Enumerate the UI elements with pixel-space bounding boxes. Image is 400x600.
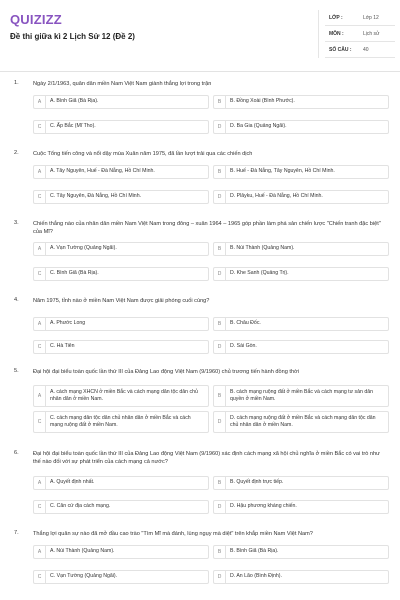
question-text: Thắng lợi quân sự nào đã mở đầu cao trào "Tìm Mĩ mà đánh, lùng ngụy mà diệt" trên khắp miền Nam Việt Nam?: [33, 531, 313, 537]
option-text: A. cách mạng XHCN ở miền Bắc và cách mạng dân tộc dân chủ nhân dân ở miền Nam.: [50, 388, 198, 402]
option-letter: D: [214, 268, 226, 280]
option-a[interactable]: [33, 165, 209, 179]
option-d[interactable]: [213, 190, 389, 204]
question-text: Cuộc Tổng tiến công và nổi dậy mùa Xuân năm 1975, đã lần lượt trải qua các chiến dịch: [33, 151, 253, 157]
option-letter: C: [34, 412, 46, 432]
option-text: C. Vạn Tường (Quảng Ngãi).: [50, 573, 118, 580]
option-letter: A: [34, 96, 46, 108]
option-letter: B: [214, 166, 226, 178]
option-text: A. Vạn Tường (Quảng Ngãi).: [50, 245, 117, 252]
option-text: D. Plâyku, Huế - Đà Nẵng, Hồ Chí Minh.: [230, 193, 323, 200]
option-letter: B: [214, 318, 226, 330]
option-text: C. cách mạng dân tộc dân chủ nhân dân ở miền Bắc và cách mạng ruộng đất ở miền Nam.: [50, 414, 191, 428]
option-d[interactable]: [213, 267, 389, 281]
option-a[interactable]: [33, 545, 209, 559]
option-text: A. Bình Giã (Bà Rịa).: [50, 98, 99, 105]
option-d[interactable]: [213, 500, 389, 514]
question-number: 5.: [14, 368, 19, 374]
meta-count-value: 40: [363, 47, 369, 53]
question-number: 7.: [14, 530, 19, 536]
option-text: B. Huế - Đà Nẵng, Tây Nguyên, Hồ Chí Minh.: [230, 168, 335, 175]
option-c[interactable]: [33, 411, 209, 433]
meta-count: [325, 42, 395, 58]
option-letter: C: [34, 121, 46, 133]
question-number: 4.: [14, 297, 19, 303]
option-b[interactable]: [213, 545, 389, 559]
option-letter: B: [214, 96, 226, 108]
option-text: B. cách mạng ruộng đất ở miền Bắc và cách mạng tư sản dân quyền ở miền Nam.: [230, 388, 373, 402]
option-b[interactable]: [213, 385, 389, 407]
option-letter: D: [214, 571, 226, 583]
option-letter: B: [214, 477, 226, 489]
option-text: D. Khe Sanh (Quảng Trị).: [230, 270, 289, 277]
option-text: C. Căn cứ địa cách mạng.: [50, 503, 111, 510]
option-text: A. Tây Nguyên, Huế - Đà Nẵng, Hồ Chí Minh.: [50, 168, 155, 175]
option-c[interactable]: [33, 267, 209, 281]
option-a[interactable]: [33, 385, 209, 407]
option-d[interactable]: [213, 411, 389, 433]
option-text: B. Châu Đốc.: [230, 320, 261, 327]
option-d[interactable]: [213, 570, 389, 584]
question-number: 3.: [14, 220, 19, 226]
option-letter: C: [34, 571, 46, 583]
option-a[interactable]: [33, 242, 209, 256]
question-number: 2.: [14, 150, 19, 156]
option-letter: A: [34, 166, 46, 178]
option-letter: B: [214, 243, 226, 255]
question-number: 1.: [14, 80, 19, 86]
option-text: D. Ba Gia (Quảng Ngãi).: [230, 123, 287, 130]
option-d[interactable]: [213, 340, 389, 354]
question-text: Ngày 2/1/1963, quân dân miền Nam Việt Nam giành thắng lợi trong trận: [33, 81, 212, 87]
option-text: D. Sài Gòn.: [230, 343, 257, 350]
option-c[interactable]: [33, 340, 209, 354]
option-text: B. Đồng Xoài (Bình Phước).: [230, 98, 295, 105]
meta-subject-value: Lịch sử: [363, 31, 380, 37]
question-text: Đại hội đại biểu toàn quốc lần thứ III của Đảng Lao động Việt Nam (9/1960) chủ trương tiến hành đồng thời: [33, 369, 299, 375]
option-letter: C: [34, 268, 46, 280]
option-c[interactable]: [33, 570, 209, 584]
meta-divider: [318, 10, 319, 58]
option-letter: A: [34, 386, 46, 406]
option-text: C. Bình Giã (Bà Rịa).: [50, 270, 99, 277]
meta-class-label: LỚP :: [329, 15, 343, 21]
question-number: 6.: [14, 450, 19, 456]
option-a[interactable]: [33, 476, 209, 490]
option-letter: A: [34, 243, 46, 255]
meta-count-label: SỐ CÂU :: [329, 47, 352, 53]
option-c[interactable]: [33, 500, 209, 514]
option-d[interactable]: [213, 120, 389, 134]
question-text: Năm 1975, tỉnh nào ở miền Nam Việt Nam được giải phóng cuối cùng?: [33, 298, 210, 304]
option-b[interactable]: [213, 165, 389, 179]
option-b[interactable]: [213, 317, 389, 331]
option-letter: D: [214, 191, 226, 203]
option-text: A. Phước Long: [50, 320, 86, 327]
option-letter: D: [214, 121, 226, 133]
meta-subject: [325, 26, 395, 42]
worksheet-title: Đề thi giữa kì 2 Lịch Sử 12 (Đề 2): [10, 32, 135, 41]
option-letter: D: [214, 341, 226, 353]
worksheet-meta: [325, 10, 395, 58]
quizizz-logo: QUIZIZZ: [10, 12, 62, 27]
option-letter: B: [214, 386, 226, 406]
option-letter: A: [34, 477, 46, 489]
option-text: B. Núi Thành (Quảng Nam).: [230, 245, 295, 252]
option-letter: C: [34, 341, 46, 353]
option-text: C. Ấp Bắc (Mĩ Tho).: [50, 123, 96, 130]
meta-class: [325, 10, 395, 26]
meta-class-value: Lớp 12: [363, 15, 379, 21]
worksheet-header: [0, 0, 400, 72]
option-letter: A: [34, 318, 46, 330]
option-b[interactable]: [213, 476, 389, 490]
question-text: Chiến thắng nào của nhân dân miền Nam Việt Nam trong đông – xuân 1964 – 1965 góp phần làm phá sản chiến lược "Chiến tranh đặc biệt" của Mĩ?: [33, 221, 381, 235]
option-letter: A: [34, 546, 46, 558]
option-text: C. Hà Tiên: [50, 343, 75, 350]
option-text: C. Tây Nguyên, Đà Nẵng, Hồ Chí Minh.: [50, 193, 142, 200]
option-text: D. An Lão (Bình Định).: [230, 573, 282, 580]
option-c[interactable]: [33, 120, 209, 134]
option-c[interactable]: [33, 190, 209, 204]
option-text: A. Núi Thành (Quảng Nam).: [50, 548, 115, 555]
option-text: B. Bình Giã (Bà Rịa).: [230, 548, 279, 555]
option-letter: B: [214, 546, 226, 558]
option-b[interactable]: [213, 95, 389, 109]
option-text: B. Quyết định trực tiếp.: [230, 479, 284, 486]
option-a[interactable]: [33, 317, 209, 331]
option-text: D. cách mạng ruộng đất ở miền Bắc và cách mạng dân tộc dân chủ nhân dân ở miền Nam.: [230, 414, 376, 428]
option-a[interactable]: [33, 95, 209, 109]
option-letter: D: [214, 412, 226, 432]
option-letter: C: [34, 191, 46, 203]
option-letter: C: [34, 501, 46, 513]
option-b[interactable]: [213, 242, 389, 256]
question-text: Đại hội đại biểu toàn quốc lần thứ III của Đảng Lao động Việt Nam (9/1960) xác định cách mạng xã hội chủ nghĩa ở miền Bắc có vai trò như thế nào đối với sự phát triển của cách mạng cả nước?: [33, 451, 380, 465]
meta-subject-label: MÔN :: [329, 31, 344, 37]
option-text: A. Quyết định nhất.: [50, 479, 95, 486]
option-text: D. Hậu phương kháng chiến.: [230, 503, 297, 510]
option-letter: D: [214, 501, 226, 513]
